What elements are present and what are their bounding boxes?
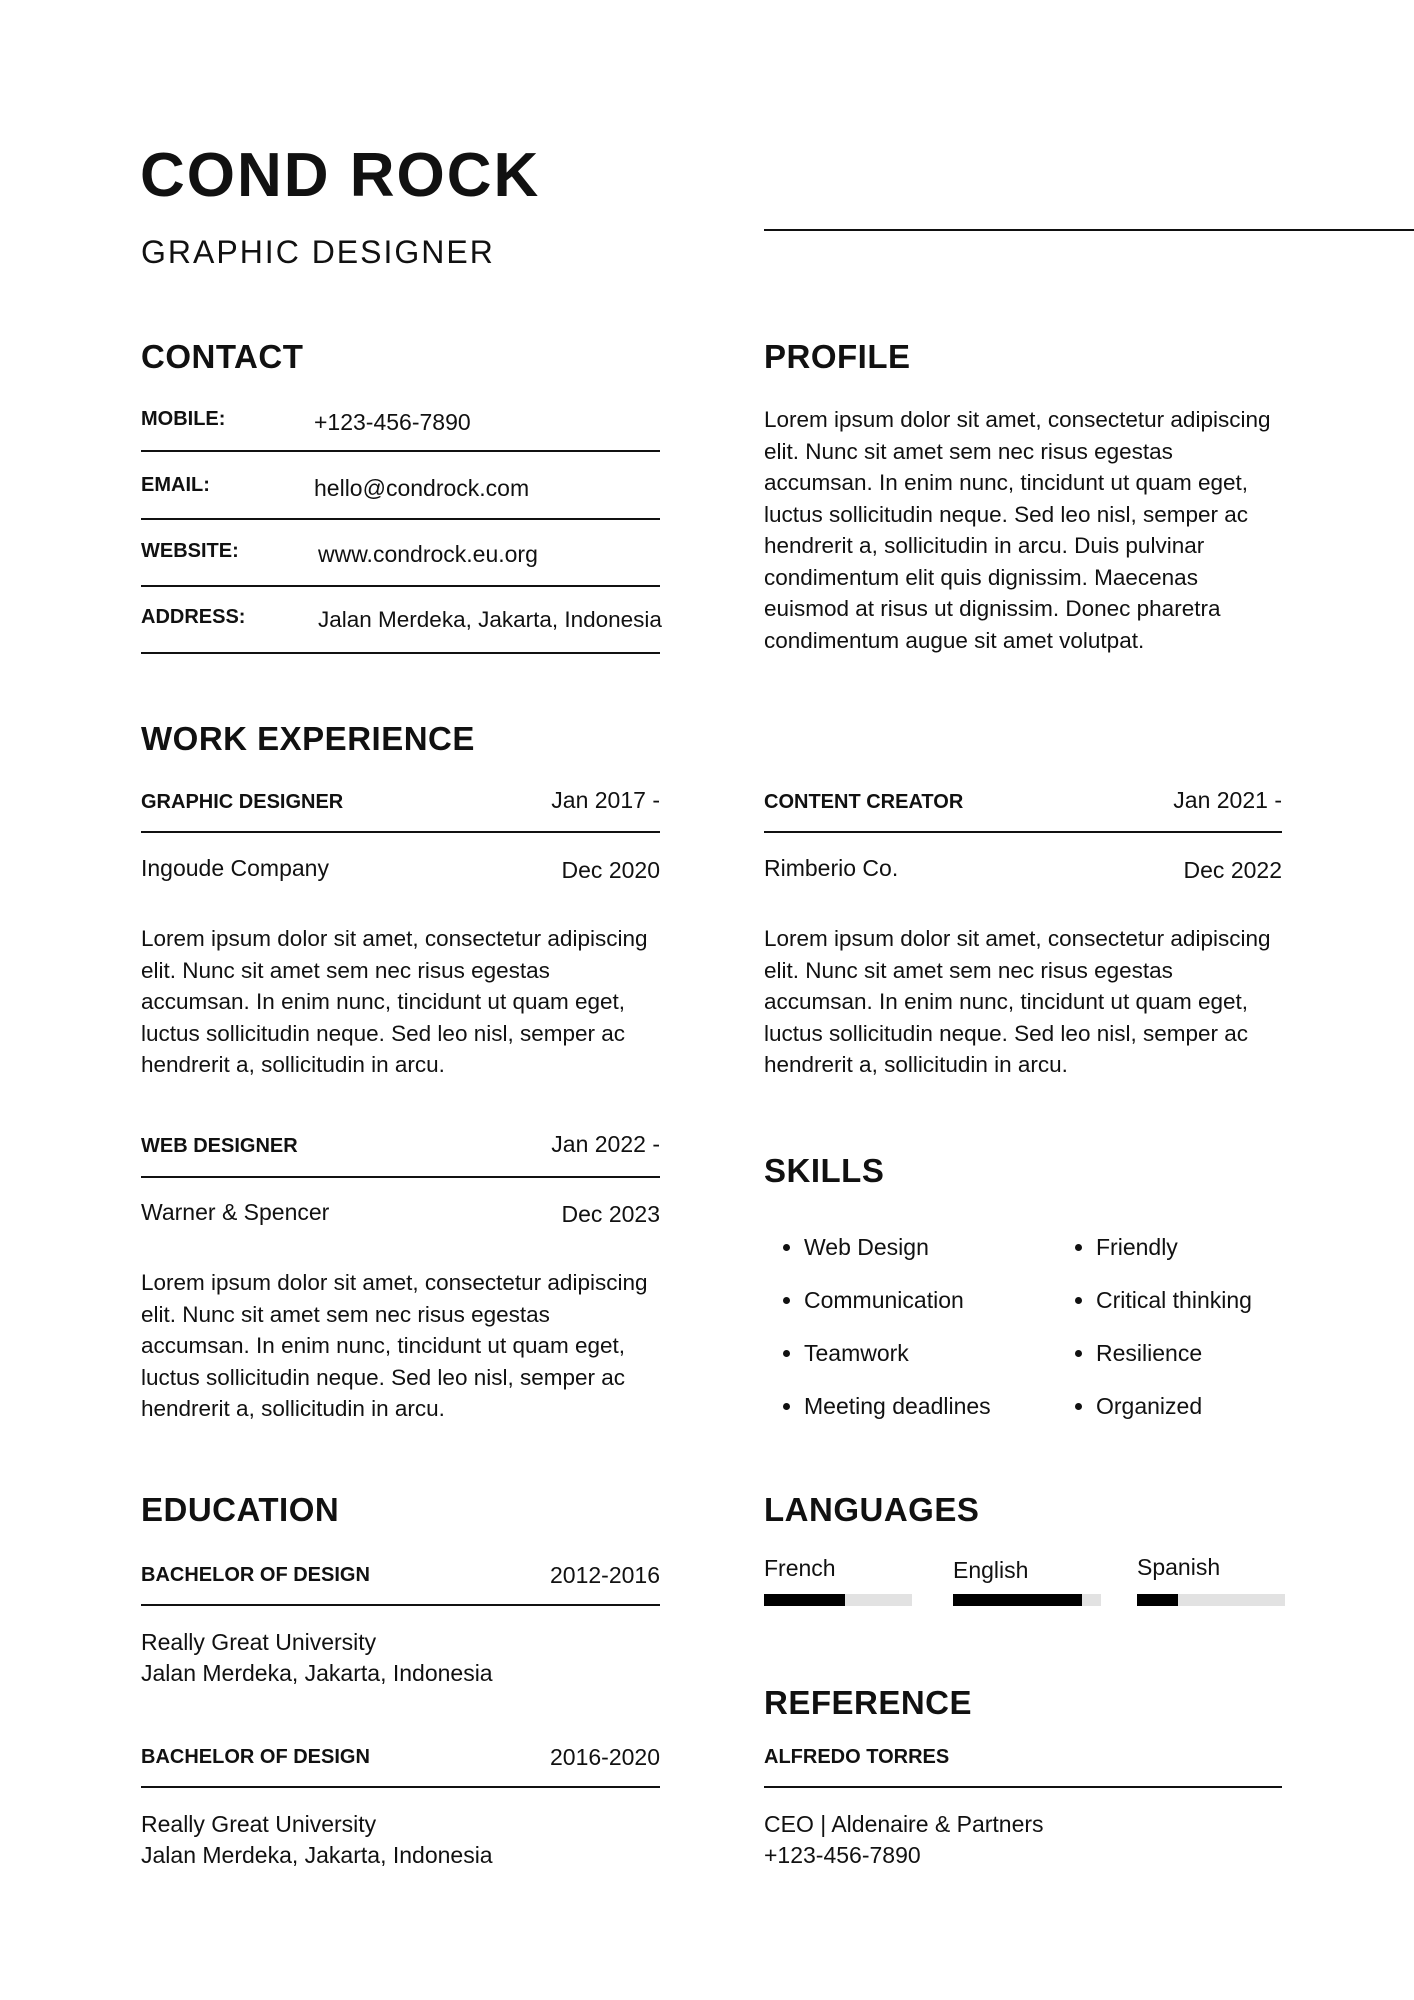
- skill-item: • Teamwork: [804, 1338, 1054, 1391]
- job-company: Rimberio Co.: [764, 855, 899, 881]
- skills-list-left: [764, 1232, 1054, 1444]
- skills-list-right: [1056, 1232, 1346, 1444]
- contact-email-value: hello@condrock.com: [314, 475, 530, 501]
- job-company: Warner & Spencer: [141, 1199, 330, 1225]
- resume-name: COND ROCK: [140, 141, 541, 210]
- contact-mobile-value: +123-456-7890: [314, 409, 471, 435]
- reference-name: ALFREDO TORRES: [764, 1746, 950, 1768]
- contact-website-label: WEBSITE:: [141, 540, 239, 562]
- education-degree: BACHELOR OF DESIGN: [141, 1746, 370, 1768]
- job-title: WEB DESIGNER: [141, 1135, 298, 1157]
- language-level-bar: [953, 1594, 1101, 1606]
- job-title: GRAPHIC DESIGNER: [141, 791, 344, 813]
- header-divider: [764, 229, 1414, 231]
- contact-website-value: www.condrock.eu.org: [318, 541, 538, 567]
- work-experience-heading: WORK EXPERIENCE: [141, 720, 475, 757]
- reference-phone: +123-456-7890: [764, 1842, 921, 1868]
- education-school: Really Great University: [141, 1629, 377, 1655]
- language-name: French: [764, 1555, 836, 1581]
- reference-position: CEO | Aldenaire & Partners: [764, 1811, 1044, 1837]
- job-end-date: Dec 2023: [561, 1201, 660, 1227]
- job-end-date: Dec 2022: [1183, 857, 1282, 883]
- education-heading: EDUCATION: [141, 1491, 340, 1528]
- job-title: CONTENT CREATOR: [764, 791, 964, 813]
- language-name: English: [953, 1557, 1029, 1583]
- contact-address-label: ADDRESS:: [141, 606, 246, 628]
- job-divider: [141, 831, 660, 833]
- job-start-date: Jan 2017 -: [551, 787, 660, 813]
- education-years: 2012-2016: [550, 1562, 660, 1588]
- skills-heading: SKILLS: [764, 1152, 885, 1189]
- skill-item: • Meeting deadlines: [804, 1391, 1054, 1444]
- job-start-date: Jan 2022 -: [551, 1131, 660, 1157]
- contact-address-value: Jalan Merdeka, Jakarta, Indonesia: [318, 607, 662, 632]
- skill-item: • Organized: [1096, 1391, 1346, 1444]
- contact-divider: [141, 518, 660, 520]
- skill-item: • Resilience: [1096, 1338, 1346, 1391]
- resume-role: GRAPHIC DESIGNER: [141, 234, 495, 270]
- profile-heading: PROFILE: [764, 338, 911, 375]
- profile-text: Lorem ipsum dolor sit amet, consectetur adipiscing elit. Nunc sit amet sem nec risus egestas accumsan. In enim nunc, tincidunt ut quam eget, luctus sollicitudin neque. Sed leo nisl, semper ac hendrerit a, sollicitudin in arcu. Duis pulvinar condimentum elit quis dignissim. Maecenas euismod at risus ut dignissim. Donec pharetra condimentum augue sit amet volutpat.: [764, 407, 1271, 653]
- language-level-fill: [764, 1594, 845, 1606]
- education-school: Really Great University: [141, 1811, 377, 1837]
- job-description: Lorem ipsum dolor sit amet, consectetur adipiscing elit. Nunc sit amet sem nec risus egestas accumsan. In enim nunc, tincidunt ut quam eget, luctus sollicitudin neque. Sed leo nisl, semper ac hendrerit a, sollicitudin in arcu.: [764, 926, 1271, 1077]
- skill-item: • Critical thinking: [1096, 1285, 1346, 1338]
- languages-heading: LANGUAGES: [764, 1491, 980, 1528]
- education-location: Jalan Merdeka, Jakarta, Indonesia: [141, 1842, 493, 1868]
- language-level-bar: [1137, 1594, 1285, 1606]
- contact-email-label: EMAIL:: [141, 474, 210, 496]
- contact-divider: [141, 585, 660, 587]
- job-divider: [764, 831, 1282, 833]
- contact-divider: [141, 450, 660, 452]
- language-level-fill: [1137, 1594, 1178, 1606]
- skill-item: • Friendly: [1096, 1232, 1346, 1285]
- education-years: 2016-2020: [550, 1744, 660, 1770]
- skill-item: • Web Design: [804, 1232, 1054, 1285]
- education-location: Jalan Merdeka, Jakarta, Indonesia: [141, 1660, 493, 1686]
- reference-divider: [764, 1786, 1282, 1788]
- education-divider: [141, 1786, 660, 1788]
- job-divider: [141, 1176, 660, 1178]
- language-level-bar: [764, 1594, 912, 1606]
- job-company: Ingoude Company: [141, 855, 329, 881]
- job-start-date: Jan 2021 -: [1173, 787, 1282, 813]
- language-name: Spanish: [1137, 1554, 1221, 1580]
- contact-heading: CONTACT: [141, 338, 304, 375]
- education-divider: [141, 1604, 660, 1606]
- job-end-date: Dec 2020: [561, 857, 660, 883]
- language-level-fill: [953, 1594, 1082, 1606]
- job-description: Lorem ipsum dolor sit amet, consectetur adipiscing elit. Nunc sit amet sem nec risus egestas accumsan. In enim nunc, tincidunt ut quam eget, luctus sollicitudin neque. Sed leo nisl, semper ac hendrerit a, sollicitudin in arcu.: [141, 1270, 648, 1421]
- job-description: Lorem ipsum dolor sit amet, consectetur adipiscing elit. Nunc sit amet sem nec risus egestas accumsan. In enim nunc, tincidunt ut quam eget, luctus sollicitudin neque. Sed leo nisl, semper ac hendrerit a, sollicitudin in arcu.: [141, 926, 648, 1077]
- education-degree: BACHELOR OF DESIGN: [141, 1564, 370, 1586]
- contact-divider: [141, 652, 660, 654]
- contact-mobile-label: MOBILE:: [141, 408, 226, 430]
- reference-heading: REFERENCE: [764, 1684, 973, 1721]
- skill-item: • Communication: [804, 1285, 1054, 1338]
